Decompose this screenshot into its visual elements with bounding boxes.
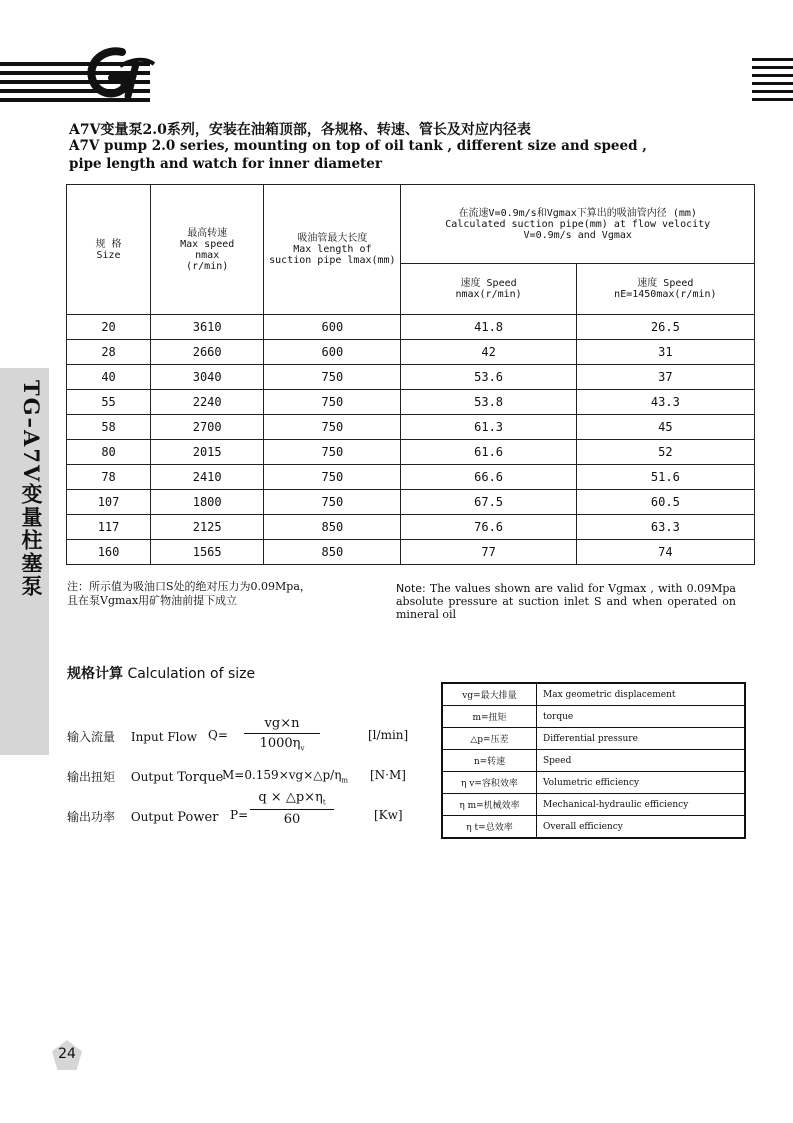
table-row xyxy=(67,315,755,340)
header-size xyxy=(67,185,151,315)
cell-size: 107 xyxy=(67,490,151,515)
cell-diameter-nmax: 67.5 xyxy=(401,490,576,515)
cell-diameter-ne: 37 xyxy=(576,365,754,390)
cell-diameter-nmax: 53.6 xyxy=(401,365,576,390)
cell-diameter-ne: 63.3 xyxy=(576,515,754,540)
formula-input-fraction xyxy=(244,716,320,753)
formula-power-numerator xyxy=(250,790,334,809)
header-speed-sym: nmax xyxy=(195,249,220,261)
header-inner-diameter xyxy=(401,185,755,264)
header-speed-en: Max speed xyxy=(180,238,235,250)
calc-section-title xyxy=(67,663,255,683)
note-en-text: The values shown are valid for Vgmax , with 0.09Mpa absolute pressure at suction inlet S and when operated on mineral oil xyxy=(396,582,736,621)
formula-torque-sub: m xyxy=(341,776,349,785)
table-row xyxy=(67,415,755,440)
header-pipe-length xyxy=(264,185,401,315)
note-cn-line2: 且在泵Vgmax用矿物油前提下成立 xyxy=(67,594,238,607)
cell-pipe-length: 750 xyxy=(264,440,401,465)
cell-diameter-ne: 43.3 xyxy=(576,390,754,415)
formula-output-torque xyxy=(67,768,223,785)
cell-max-speed: 2700 xyxy=(151,415,264,440)
legend-row xyxy=(442,683,745,706)
header-sub1-b: nmax(r/min) xyxy=(455,289,522,300)
cell-diameter-nmax: 61.6 xyxy=(401,440,576,465)
cell-size: 28 xyxy=(67,340,151,365)
cell-diameter-nmax: 41.8 xyxy=(401,315,576,340)
cell-diameter-nmax: 53.8 xyxy=(401,390,576,415)
header-speed-ne xyxy=(576,264,754,315)
header-pipe-en1: Max length of xyxy=(293,244,372,255)
legend-row xyxy=(442,816,745,839)
cell-max-speed: 3040 xyxy=(151,365,264,390)
legend-description: Differential pressure xyxy=(537,728,746,750)
table-row xyxy=(67,365,755,390)
legend-description: Max geometric displacement xyxy=(537,683,746,706)
header-speed-unit: (r/min) xyxy=(186,260,229,272)
formula-power-num-sub: t xyxy=(322,798,326,807)
company-logo-icon xyxy=(78,44,158,106)
formula-input-denominator xyxy=(244,733,320,753)
legend-row xyxy=(442,728,745,750)
cell-pipe-length: 750 xyxy=(264,390,401,415)
formula-input-en: Input Flow xyxy=(130,730,198,744)
formula-torque-cn: 输出扭矩 xyxy=(67,770,116,784)
legend-description: Mechanical-hydraulic efficiency xyxy=(537,794,746,816)
calc-title-en: Calculation of size xyxy=(127,666,256,682)
cell-pipe-length: 850 xyxy=(264,515,401,540)
cell-size: 78 xyxy=(67,465,151,490)
cell-pipe-length: 750 xyxy=(264,490,401,515)
cell-diameter-ne: 51.6 xyxy=(576,465,754,490)
cell-max-speed: 1800 xyxy=(151,490,264,515)
note-cn-line1: 注：所示值为吸油口S处的绝对压力为0.09Mpa， xyxy=(67,580,311,593)
cell-size: 40 xyxy=(67,365,151,390)
formula-power-en-a: Output xyxy=(130,810,178,824)
legend-description: Speed xyxy=(537,750,746,772)
header-pipe-en2: suction pipe lmax(mm) xyxy=(269,255,396,266)
cell-max-speed: 2015 xyxy=(151,440,264,465)
table-row xyxy=(67,440,755,465)
cell-size: 117 xyxy=(67,515,151,540)
formula-torque-unit: [N·M] xyxy=(370,768,406,782)
formula-torque-en xyxy=(131,770,224,785)
page-title-en-line1: A7V pump 2.0 series, mounting on top of oil tank , different size and speed , xyxy=(69,138,647,154)
page-number: 24 xyxy=(58,1046,76,1062)
cell-diameter-nmax: 61.3 xyxy=(401,415,576,440)
page-title-cn: A7V变量泵2.0系列，安装在油箱顶部，各规格、转速、管长及对应内径表 xyxy=(69,122,531,138)
legend-symbol: n=转速 xyxy=(442,750,537,772)
table-row xyxy=(67,390,755,415)
cell-diameter-nmax: 77 xyxy=(401,540,576,565)
pump-size-table xyxy=(66,184,755,565)
cell-size: 160 xyxy=(67,540,151,565)
cell-diameter-ne: 45 xyxy=(576,415,754,440)
cell-pipe-length: 750 xyxy=(264,465,401,490)
legend-symbol: m=扭矩 xyxy=(442,706,537,728)
cell-max-speed: 2410 xyxy=(151,465,264,490)
legend-symbol: η m=机械效率 xyxy=(442,794,537,816)
note-cn xyxy=(67,580,367,608)
formula-input-numerator: vg×n xyxy=(264,716,300,731)
formula-torque-expression xyxy=(222,768,348,784)
legend-description: torque xyxy=(537,706,746,728)
header-max-speed xyxy=(151,185,264,315)
formula-input-cn: 输入流量 xyxy=(67,730,116,744)
header-group-en1: Calculated suction pipe(mm) at flow velocity xyxy=(445,218,711,230)
header-group-en2: V=0.9m/s and Vgmax xyxy=(523,229,632,241)
cell-pipe-length: 750 xyxy=(264,365,401,390)
table-row xyxy=(67,515,755,540)
formula-power-cn: 输出功率 xyxy=(67,810,116,824)
cell-pipe-length: 600 xyxy=(264,340,401,365)
cell-size: 58 xyxy=(67,415,151,440)
cell-diameter-ne: 26.5 xyxy=(576,315,754,340)
cell-pipe-length: 850 xyxy=(264,540,401,565)
formula-power-num-main: q × △p×η xyxy=(258,790,323,805)
cell-diameter-ne: 31 xyxy=(576,340,754,365)
cell-diameter-ne: 52 xyxy=(576,440,754,465)
header-speed-cn: 最高转速 xyxy=(187,227,228,239)
note-en xyxy=(396,582,736,621)
legend-description: Volumetric efficiency xyxy=(537,772,746,794)
table-row xyxy=(67,490,755,515)
symbol-legend-table xyxy=(441,682,746,839)
legend-row xyxy=(442,750,745,772)
header-size-cn: 规 格 xyxy=(95,238,122,250)
formula-power-en xyxy=(131,810,219,825)
cell-max-speed: 2125 xyxy=(151,515,264,540)
cell-max-speed: 2660 xyxy=(151,340,264,365)
formula-input-unit: [l/min] xyxy=(368,728,409,742)
formula-input-lhs: Q= xyxy=(208,728,228,742)
header-sub1-a: 速度 Speed xyxy=(460,278,517,289)
cell-max-speed: 2240 xyxy=(151,390,264,415)
calc-title-cn: 规格计算 xyxy=(67,666,123,682)
formula-torque-en-b: Torque xyxy=(177,770,224,785)
cell-diameter-ne: 60.5 xyxy=(576,490,754,515)
cell-pipe-length: 600 xyxy=(264,315,401,340)
legend-row xyxy=(442,706,745,728)
page-title-en-line2: pipe length and watch for inner diameter xyxy=(69,156,382,172)
cell-diameter-nmax: 76.6 xyxy=(401,515,576,540)
legend-row xyxy=(442,772,745,794)
table-row xyxy=(67,540,755,565)
table-row xyxy=(67,340,755,365)
formula-power-unit: [Kw] xyxy=(374,808,403,822)
formula-input-flow xyxy=(67,728,197,745)
legend-symbol: vg=最大排量 xyxy=(442,683,537,706)
cell-size: 20 xyxy=(67,315,151,340)
formula-power-en-b: Power xyxy=(177,810,219,825)
header-pipe-cn: 吸油管最大长度 xyxy=(297,233,368,244)
header-group-cn: 在流速V=0.9m/s和Vgmax下算出的吸油管内径 (mm) xyxy=(458,207,697,219)
header-size-en: Size xyxy=(96,249,121,261)
formula-power-denominator: 60 xyxy=(250,809,334,827)
formula-torque-en-a: Output xyxy=(130,770,178,784)
header-sub2-a: 速度 Speed xyxy=(637,278,694,289)
formula-power-fraction xyxy=(250,790,334,827)
note-en-label: Note: xyxy=(396,582,426,595)
formula-torque-main: M=0.159×vg×△p/η xyxy=(222,768,342,782)
legend-symbol: △p=压差 xyxy=(442,728,537,750)
header-speed-nmax xyxy=(401,264,576,315)
formula-power-lhs: P= xyxy=(230,808,249,822)
side-tab-label: TG–A7V变量柱塞泵 xyxy=(19,380,44,599)
cell-size: 55 xyxy=(67,390,151,415)
formula-output-power xyxy=(67,808,218,825)
cell-max-speed: 3610 xyxy=(151,315,264,340)
legend-description: Overall efficiency xyxy=(537,816,746,839)
cell-diameter-nmax: 66.6 xyxy=(401,465,576,490)
cell-pipe-length: 750 xyxy=(264,415,401,440)
formula-input-den-main: 1000η xyxy=(259,736,301,751)
formula-input-den-sub: v xyxy=(300,744,305,753)
legend-symbol: η t=总效率 xyxy=(442,816,537,839)
cell-diameter-ne: 74 xyxy=(576,540,754,565)
cell-diameter-nmax: 42 xyxy=(401,340,576,365)
cell-size: 80 xyxy=(67,440,151,465)
table-row xyxy=(67,465,755,490)
cell-max-speed: 1565 xyxy=(151,540,264,565)
legend-row xyxy=(442,794,745,816)
corner-stripes xyxy=(752,58,793,106)
legend-symbol: η v=容积效率 xyxy=(442,772,537,794)
header-sub2-b: nE=1450max(r/min) xyxy=(614,289,717,300)
